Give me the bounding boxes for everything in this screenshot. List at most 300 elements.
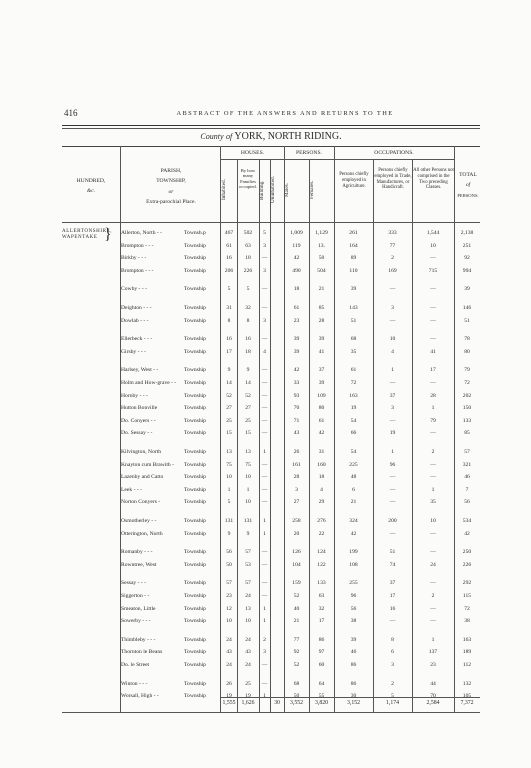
total-persons-label: PERSONS. — [457, 192, 479, 198]
cell-m: 3 — [295, 486, 298, 493]
cell-o: 1 — [431, 486, 435, 493]
cell-f: 31 — [318, 449, 325, 455]
cell-a: 324 — [349, 518, 358, 524]
table-row — [0, 578, 531, 588]
cell-o: 137 — [428, 649, 438, 656]
cell-m: 52 — [293, 662, 300, 668]
cell-a: 42 — [350, 530, 357, 537]
cell-inh: 61 — [226, 242, 232, 249]
hundred-header — [62, 178, 120, 195]
cell-f: 64 — [318, 680, 325, 687]
agriculture-header: Persons chiefly employed in Agriculture. — [339, 172, 369, 189]
cell-m: 40 — [293, 605, 300, 612]
inhabited-header: Inhabited. — [221, 179, 227, 201]
cell-o: — — [430, 317, 436, 324]
cell-o: — — [430, 461, 436, 468]
place-type: Township — [184, 618, 206, 625]
cell-t: 2 — [391, 255, 394, 262]
cell-a: 86 — [350, 662, 357, 668]
cell-tot: 80 — [464, 348, 470, 355]
cell-fam: 18 — [245, 255, 251, 262]
place-type: Township — [184, 380, 206, 386]
place-type: Township — [184, 348, 206, 355]
cell-t: — — [389, 530, 396, 537]
table-row — [0, 460, 531, 470]
cell-fam: 24 — [245, 636, 251, 643]
cell-bld: — — [261, 580, 268, 587]
cell-bld: — — [261, 680, 268, 687]
cell-o: — — [430, 549, 436, 556]
cell-fam: 10 — [245, 499, 251, 506]
cell-fam: 5 — [246, 286, 250, 293]
cell-tot: 38 — [464, 618, 470, 625]
cell-m: 42 — [293, 367, 300, 374]
cell-inh: 16 — [226, 336, 232, 343]
county-of: of — [226, 132, 233, 141]
cell-tot: 534 — [462, 518, 472, 524]
table-row — [0, 416, 531, 426]
cell-t: 200 — [388, 518, 397, 524]
cell-f: 122 — [317, 561, 326, 568]
cell-a: 68 — [350, 336, 357, 343]
cell-a: 108 — [349, 561, 358, 568]
cell-inh: 17 — [226, 348, 232, 355]
table-row — [0, 604, 531, 614]
place-type: Township — [184, 305, 206, 311]
parish-header — [121, 168, 221, 206]
cell-m: 42 — [293, 255, 300, 262]
cell-inh: 31 — [226, 305, 232, 311]
place-name: Hutton Bonville — [121, 405, 158, 412]
cell-m: 33 — [293, 380, 300, 386]
cell-bld: 1 — [263, 518, 266, 524]
cell-a: 86 — [350, 680, 357, 687]
cell-t: 74 — [389, 561, 396, 568]
or-label: or — [168, 188, 174, 195]
cell-a: 56 — [350, 605, 357, 612]
place-type: Township — [184, 605, 206, 612]
place-type: Township — [184, 367, 206, 374]
cell-fam: 24 — [245, 662, 251, 668]
top-rule-thin — [62, 128, 480, 129]
cell-inh: 56 — [226, 549, 232, 556]
place-type: Township — [184, 561, 206, 568]
cell-f: 32 — [318, 605, 325, 612]
cell-bld: 1 — [263, 605, 266, 612]
cell-m: 119 — [292, 242, 301, 249]
cell-tot: 133 — [462, 417, 472, 424]
cell-inh: 10 — [226, 474, 232, 481]
cell-fam: 25 — [245, 680, 251, 687]
cell-a: 72 — [350, 380, 357, 386]
total-building: 30 — [274, 700, 280, 706]
total-agriculture: 3,152 — [346, 700, 361, 706]
cell-a: 143 — [349, 305, 358, 311]
cell-a: 261 — [349, 230, 358, 236]
place-name: Do. Conyers - - — [121, 417, 156, 424]
cell-a: 89 — [350, 255, 357, 262]
cell-bld: 3 — [263, 242, 266, 249]
table-row — [0, 447, 531, 457]
cell-m: 159 — [292, 580, 301, 587]
cell-bld: — — [261, 336, 268, 343]
place-name: Do. le Street — [121, 662, 150, 668]
cell-t: 3 — [391, 662, 394, 668]
cell-f: 13. — [318, 242, 325, 249]
cell-m: 21 — [293, 618, 300, 625]
cell-m: 126 — [292, 549, 301, 556]
cell-a: 51 — [350, 317, 357, 324]
county-heading — [62, 131, 480, 142]
cell-fam: 14 — [245, 380, 251, 386]
cell-o: 28 — [430, 392, 436, 399]
families-header: By how many Families occupied. — [239, 168, 257, 190]
place-type: Township — [184, 680, 206, 687]
subheader-rule — [221, 159, 454, 160]
place-name: Lazenby and Catto — [121, 474, 164, 481]
trade-header: Persons chiefly employed in Trade, Manufactures, or Handicraft. — [374, 168, 412, 191]
cell-a: 61 — [350, 367, 357, 374]
cell-t: 5 — [391, 693, 394, 700]
cell-bld: — — [261, 662, 268, 668]
cell-m: 28 — [293, 474, 300, 481]
cell-inh: 26 — [226, 680, 232, 687]
cell-fam: 13 — [245, 449, 251, 455]
cell-f: 124 — [317, 549, 326, 556]
cell-f: 1,129 — [315, 230, 328, 236]
cell-f: 80 — [318, 405, 325, 412]
cell-a: 21 — [350, 499, 357, 506]
cell-m: 20 — [293, 530, 300, 537]
place-name: Knayton cum Brawith - — [121, 461, 174, 468]
cell-a: 54 — [350, 417, 357, 424]
place-name: Holm and How-grave - - — [121, 380, 177, 386]
running-head: ABSTRACT OF THE ANSWERS AND RETURNS TO THE — [176, 110, 394, 117]
place-name: Romanby - - - — [121, 549, 153, 556]
cell-t: 6 — [391, 649, 394, 656]
building-header: Building. — [259, 180, 265, 200]
cell-fam: 25 — [245, 417, 251, 424]
extra-parochial-label: Extra-parochial Place. — [146, 199, 196, 206]
cell-a: 110 — [349, 267, 358, 274]
cell-inh: 43 — [226, 649, 232, 656]
cell-a: 39 — [350, 636, 357, 643]
cell-o: 10 — [430, 242, 436, 249]
cell-o: 35 — [430, 499, 436, 506]
cell-fam: 18 — [245, 348, 251, 355]
place-type: Township — [184, 518, 206, 524]
cell-fam: 57 — [245, 580, 251, 587]
place-type: Township — [184, 580, 206, 587]
cell-f: 109 — [317, 392, 326, 399]
cell-o: 1 — [431, 405, 435, 412]
cell-f: 61 — [318, 417, 325, 424]
hundred-sub-label: &c. — [86, 188, 96, 195]
table-row — [0, 403, 531, 413]
place-name: Otterington, North — [121, 530, 163, 537]
top-rule — [62, 125, 480, 126]
place-name: Harlsey, West - - — [121, 367, 159, 374]
cell-inh: 13 — [226, 449, 232, 455]
place-type: Township — [184, 449, 206, 455]
cell-m: 39 — [293, 336, 300, 343]
houses-header: HOUSES. — [240, 150, 265, 156]
cell-f: 160 — [317, 461, 326, 468]
cell-inh: 206 — [224, 267, 234, 274]
place-name: Girsby - - - — [121, 348, 147, 355]
place-name: Sessay - - - — [121, 580, 147, 587]
cell-f: 21 — [318, 286, 325, 293]
cell-o: — — [430, 305, 436, 311]
cell-a: 225 — [349, 461, 358, 468]
cell-o: 715 — [428, 267, 438, 274]
cell-fam: 53 — [245, 561, 251, 568]
cell-t: — — [389, 317, 396, 324]
cell-a: 255 — [349, 580, 358, 587]
cell-bld: — — [261, 392, 268, 399]
cell-fam: 32 — [245, 305, 251, 311]
cell-o: — — [430, 530, 436, 537]
cell-tot: 78 — [464, 336, 470, 343]
cell-a: 66 — [350, 430, 357, 437]
cell-t: 96 — [389, 461, 396, 468]
cell-tot: 57 — [464, 449, 470, 455]
cell-inh: 5 — [227, 499, 231, 506]
cell-a: 19 — [350, 405, 357, 412]
cell-m: 27 — [293, 499, 300, 506]
table-row — [0, 347, 531, 357]
place-name: Osmotherley - - — [121, 518, 157, 524]
cell-fam: 57 — [245, 549, 251, 556]
cell-bld: 2 — [263, 636, 266, 643]
cell-f: 133 — [317, 580, 326, 587]
place-type: Township — [184, 430, 206, 437]
cell-t: 333 — [388, 230, 397, 236]
table-row — [0, 428, 531, 438]
cell-bld: — — [261, 417, 268, 424]
cell-fam: 10 — [245, 474, 251, 481]
table-row — [0, 334, 531, 344]
cell-bld: — — [261, 255, 268, 262]
cell-inh: 19 — [226, 693, 232, 700]
cell-fam: 226 — [243, 267, 253, 274]
cell-tot: 321 — [462, 461, 472, 468]
place-name: Kilvington, North — [121, 449, 162, 455]
cell-tot: 112 — [462, 662, 472, 668]
page-number: 416 — [64, 108, 78, 118]
cell-o: 44 — [430, 680, 436, 687]
cell-fam: 8 — [246, 317, 250, 324]
place-name: Brompton - - - — [121, 242, 154, 249]
place-name: Birkby - - - — [121, 255, 147, 262]
place-type: Township — [184, 405, 206, 412]
cell-t: 37 — [389, 392, 396, 399]
place-name: Leek - - - — [121, 486, 142, 493]
cell-fam: 9 — [246, 367, 250, 374]
cell-inh: 75 — [226, 461, 232, 468]
cell-f: 504 — [317, 267, 326, 274]
cell-tot: 2,138 — [460, 230, 474, 236]
place-name: Siggerton - - — [121, 593, 150, 599]
cell-tot: 92 — [464, 255, 470, 262]
cell-f: 63 — [318, 593, 325, 599]
cell-a: 35 — [350, 348, 357, 355]
table-row — [0, 365, 531, 375]
place-name: Dowlab - - - — [121, 317, 149, 324]
cell-o: 24 — [430, 561, 436, 568]
cell-bld: 3 — [263, 267, 266, 274]
cell-m: 70 — [293, 405, 300, 412]
cell-o: — — [430, 336, 436, 343]
cell-f: 37 — [318, 367, 325, 374]
cell-bld: — — [261, 486, 268, 493]
table-bottom-rule — [62, 712, 480, 713]
cell-f: 86 — [318, 636, 325, 643]
cell-tot: 202 — [462, 392, 472, 399]
place-name: Allerton, North - - — [121, 230, 163, 236]
cell-f: 276 — [317, 518, 326, 524]
township-label: TOWNSHIP, — [156, 178, 186, 185]
cell-a: 54 — [350, 449, 357, 455]
cell-o: 23 — [430, 662, 436, 668]
table-row — [0, 378, 531, 388]
cell-m: 18 — [293, 286, 300, 293]
cell-tot: 250 — [462, 549, 472, 556]
table-row — [0, 679, 531, 689]
cell-o: 1 — [431, 636, 435, 643]
cell-fam: 131 — [243, 518, 253, 524]
cell-inh: 5 — [227, 286, 231, 293]
cell-a: 30 — [350, 693, 357, 700]
cell-inh: 10 — [226, 618, 232, 625]
place-name: Ellerbeck - - - — [121, 336, 153, 343]
cell-f: 41 — [318, 348, 325, 355]
table-row — [0, 591, 531, 601]
place-type: Township — [184, 417, 206, 424]
males-header: Males. — [284, 183, 290, 197]
cell-f: 4 — [320, 486, 323, 493]
cell-m: 77 — [293, 636, 300, 643]
table-row — [0, 516, 531, 526]
cell-o: 70 — [430, 693, 436, 700]
hundred-label: HUNDRED, — [76, 178, 106, 184]
cell-inh: 14 — [226, 380, 232, 386]
cell-bld: — — [261, 305, 268, 311]
cell-bld: — — [261, 474, 268, 481]
cell-bld: 5 — [263, 230, 266, 236]
cell-t: — — [389, 486, 396, 493]
cell-m: 52 — [293, 593, 300, 599]
cell-bld: 1 — [263, 449, 266, 455]
cell-f: 85 — [318, 305, 325, 311]
cell-inh: 8 — [227, 317, 231, 324]
place-type: Township — [184, 662, 206, 668]
cell-m: 93 — [293, 392, 300, 399]
cell-tot: 51 — [464, 317, 470, 324]
cell-bld: — — [261, 405, 268, 412]
cell-t: 77 — [389, 242, 396, 249]
cell-inh: 52 — [226, 392, 232, 399]
cell-f: 55 — [318, 693, 325, 700]
cell-inh: 16 — [226, 255, 232, 262]
cell-a: 6 — [352, 486, 355, 493]
place-type: Township — [184, 392, 206, 399]
cell-fam: 1 — [246, 486, 250, 493]
cell-t: 3 — [391, 405, 394, 412]
cell-t: 169 — [388, 267, 397, 274]
cell-a: 164 — [349, 242, 358, 249]
total-females: 3,820 — [314, 700, 329, 706]
cell-bld: — — [261, 380, 268, 386]
cell-inh: 23 — [226, 593, 232, 599]
cell-tot: 79 — [464, 367, 470, 374]
table-row — [0, 647, 531, 657]
cell-m: 23 — [293, 317, 300, 324]
cell-bld: 3 — [263, 649, 266, 656]
cell-fam: 502 — [243, 230, 253, 236]
cell-t: — — [389, 417, 396, 424]
uninhabited-header: Uninhabited. — [270, 176, 276, 204]
cell-tot: 994 — [462, 267, 472, 274]
cell-fam: 27 — [245, 405, 251, 412]
cell-tot: 115 — [462, 593, 472, 599]
total-inhabited: 1,555 — [222, 700, 236, 706]
cell-o: 2 — [431, 449, 435, 455]
cell-t: — — [389, 474, 396, 481]
cell-fam: 16 — [245, 336, 251, 343]
cell-bld: — — [261, 593, 268, 599]
cell-inh: 9 — [227, 530, 231, 537]
table-row — [0, 316, 531, 326]
cell-tot: 105 — [462, 693, 472, 700]
cell-m: 39 — [293, 348, 300, 355]
cell-tot: 226 — [462, 561, 472, 568]
place-type: Township — [184, 693, 206, 700]
cell-bld: 1 — [263, 618, 266, 625]
cell-inh: 27 — [226, 405, 232, 412]
cell-bld: 1 — [263, 530, 266, 537]
cell-f: 18 — [318, 474, 325, 481]
cell-o: 79 — [430, 417, 436, 424]
cell-tot: 146 — [462, 305, 472, 311]
cell-fam: 52 — [245, 392, 251, 399]
total-of-label: of — [465, 182, 471, 189]
cell-a: 38 — [350, 618, 357, 625]
cell-m: 68 — [293, 680, 300, 687]
table-row — [0, 228, 531, 238]
table-row — [0, 284, 531, 294]
county-name: YORK, NORTH RIDING. — [234, 131, 342, 142]
cell-t: 1 — [391, 367, 394, 374]
cell-f: 17 — [318, 618, 325, 625]
cell-inh: 50 — [226, 561, 232, 568]
cell-t: 4 — [391, 348, 394, 355]
table-row — [0, 266, 531, 276]
header-bottom-rule — [62, 222, 480, 223]
place-type: Township — [184, 474, 206, 481]
cell-inh: 131 — [224, 518, 234, 524]
cell-t: 8 — [391, 636, 394, 643]
cell-f: 42 — [318, 430, 325, 437]
table-row — [0, 660, 531, 670]
cell-m: 43 — [293, 430, 300, 437]
place-type: Township — [184, 499, 206, 506]
cell-a: 96 — [350, 593, 357, 599]
place-name: Winton - - - — [121, 680, 148, 687]
place-name: Smeaton, Little — [121, 605, 156, 612]
place-type: Township — [184, 255, 206, 262]
other-persons-header: All other Persons not comprised in the Two preceding Classes. — [413, 168, 454, 191]
